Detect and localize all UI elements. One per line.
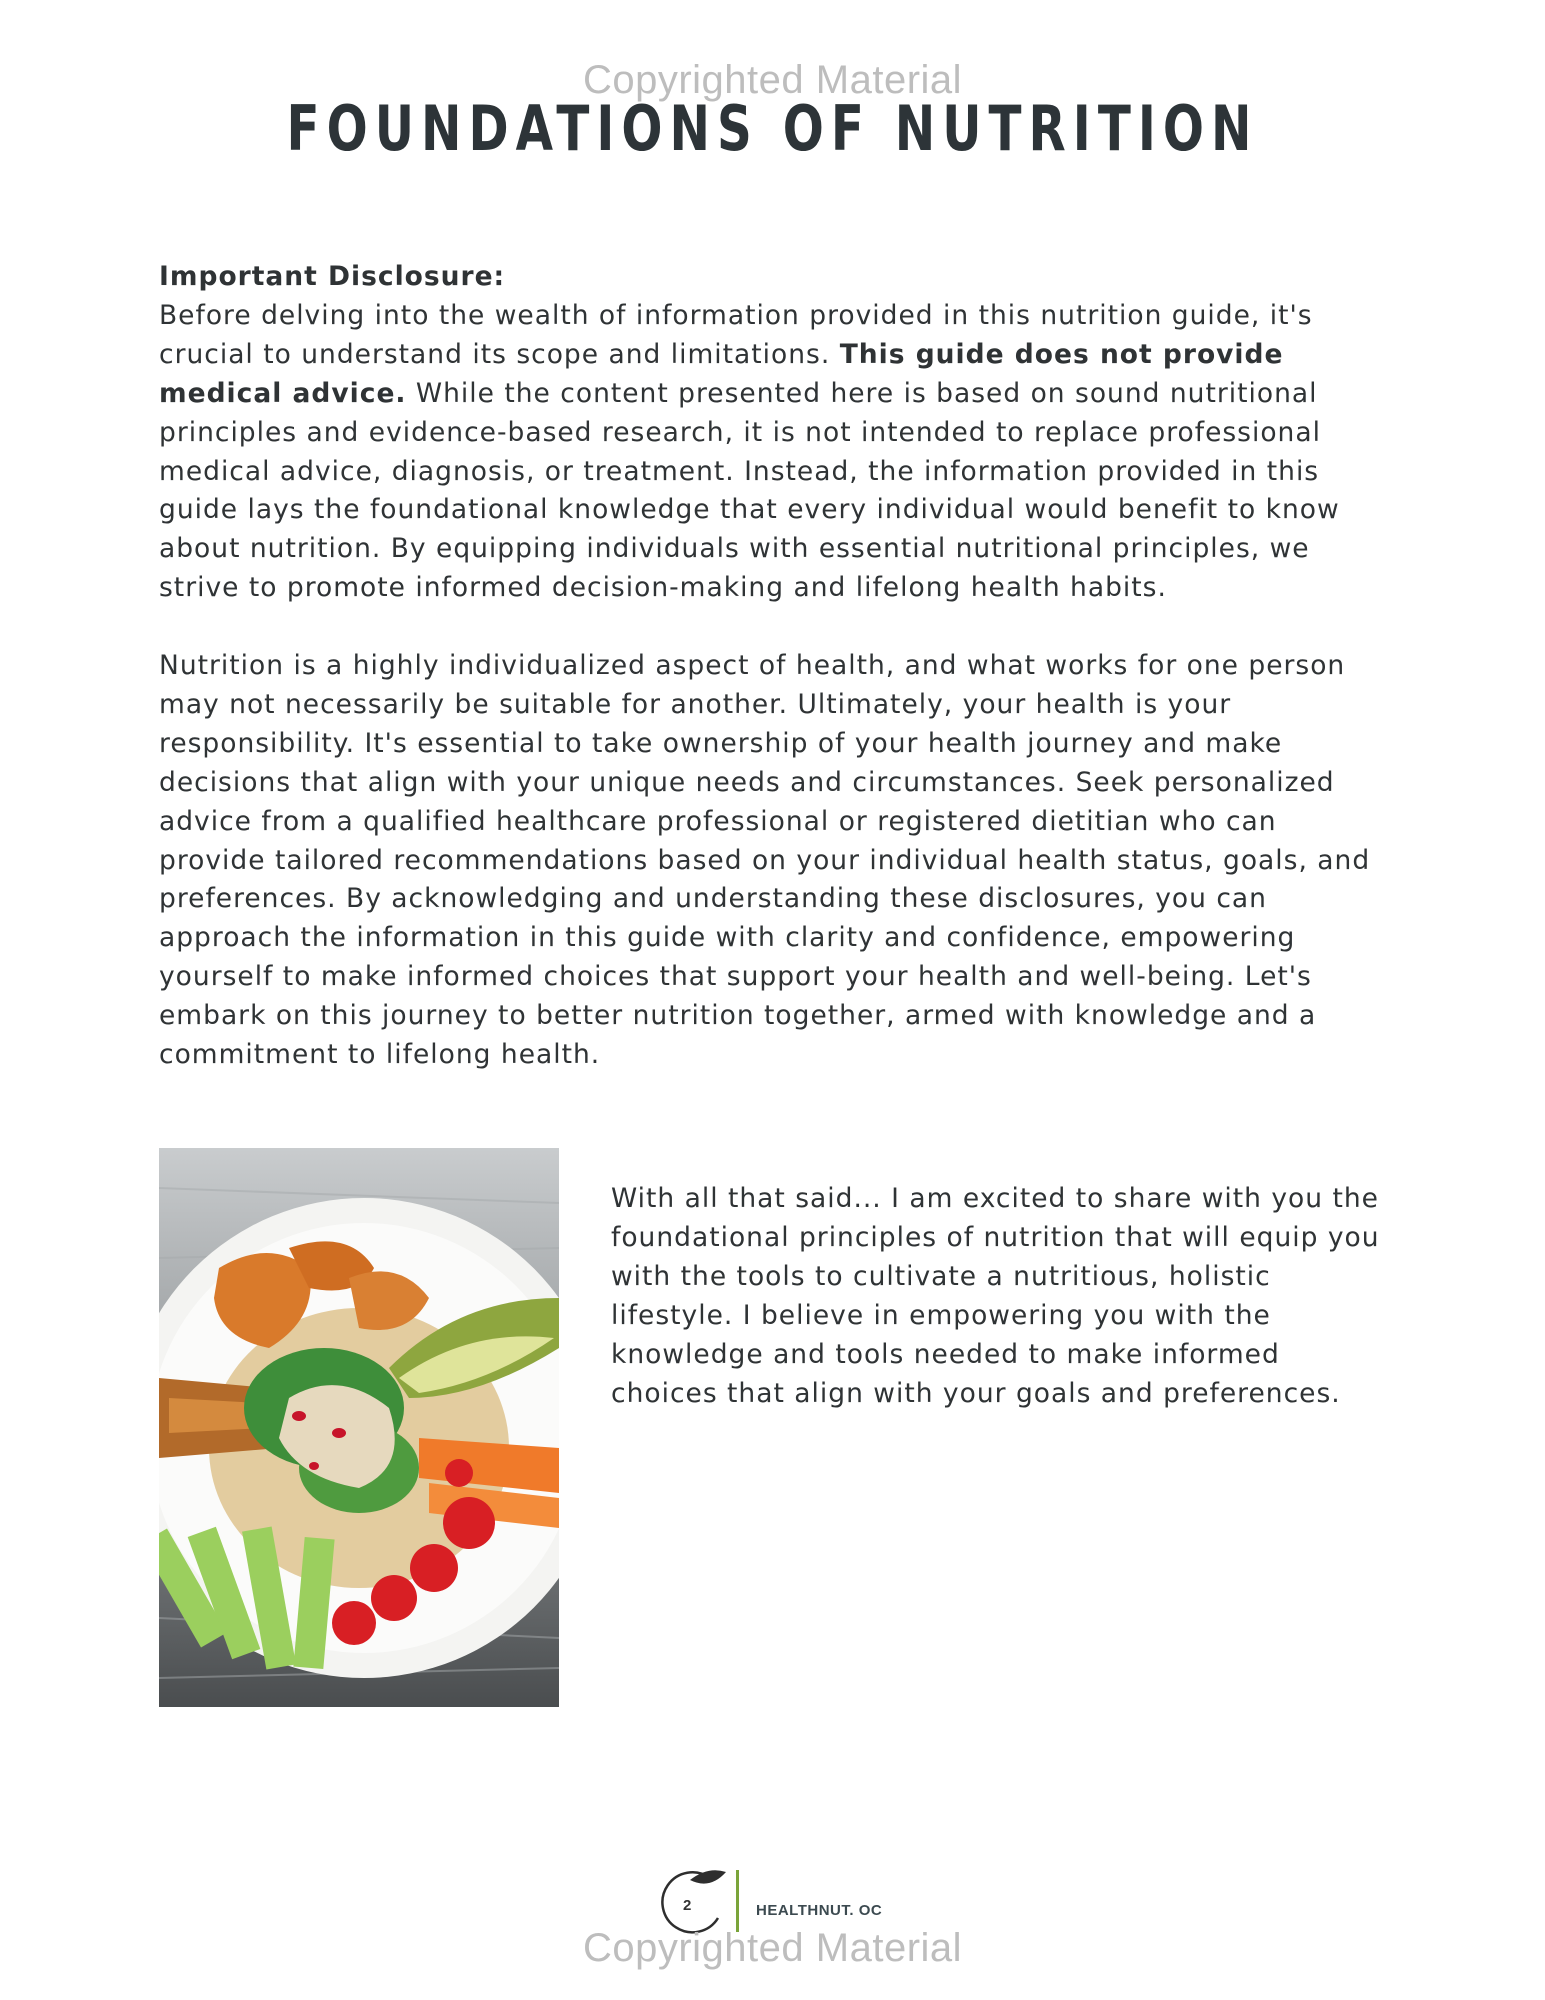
disclosure-body: While the content presented here is based on sound nutritional principles and evidence-based research, it is not intended to replace professional medical advice, diagnosis, or treatment. Instead, the information provided in this guide lays the foundational knowledge that every individual would benefit to know about nutrition. By equipping individuals with essential nutritional principles, we strive to promote informed decision-making and lifelong health habits. xyxy=(159,377,1340,604)
watermark-bottom: Copyrighted Material xyxy=(582,1926,963,1970)
disclosure-section xyxy=(159,258,1389,1075)
disclosure-emphasis: This guide does not provide medical advice. xyxy=(159,338,1284,409)
disclosure-paragraph xyxy=(159,297,1389,608)
intro-side-text: With all that said... I am excited to share with you the foundational principles of nutrition that will equip you with the tools to cultivate a nutritious, holistic lifestyle. I believe in empowering you with the knowledge and tools needed to make informed choices that align with your goals and preferences. xyxy=(611,1183,1380,1409)
disclosure-heading: Important Disclosure: xyxy=(159,261,506,292)
food-bowl-photo xyxy=(159,1148,559,1707)
brand-name: HEALTHNUT. OC xyxy=(756,1902,883,1919)
watermark-top: Copyrighted Material xyxy=(582,58,963,102)
page-title: FOUNDATIONS OF NUTRITION xyxy=(286,92,1259,165)
individualized-paragraph: Nutrition is a highly individualized aspect of health, and what works for one person may not necessarily be suitable for another. Ultimately, your health is your responsibility. It's essential to take ownership of your health journey and make decisions that align with your unique needs and circumstances. Seek personalized advice from a qualified healthcare professional or registered dietitian who can provide tailored recommendations based on your individual health status, goals, and preferences. By acknowledging and understanding these disclosures, you can approach the information in this guide with clarity and confidence, empowering yourself to make informed choices that support your health and well-being. Let's embark on this journey to better nutrition together, armed with knowledge and a commitment to lifelong health. xyxy=(159,650,1371,1071)
footer-divider xyxy=(736,1870,739,1932)
disclosure-intro: Before delving into the wealth of information provided in this nutrition guide, it's crucial to understand its scope and limitations. xyxy=(159,299,1313,370)
page-number: 2 xyxy=(683,1897,692,1914)
